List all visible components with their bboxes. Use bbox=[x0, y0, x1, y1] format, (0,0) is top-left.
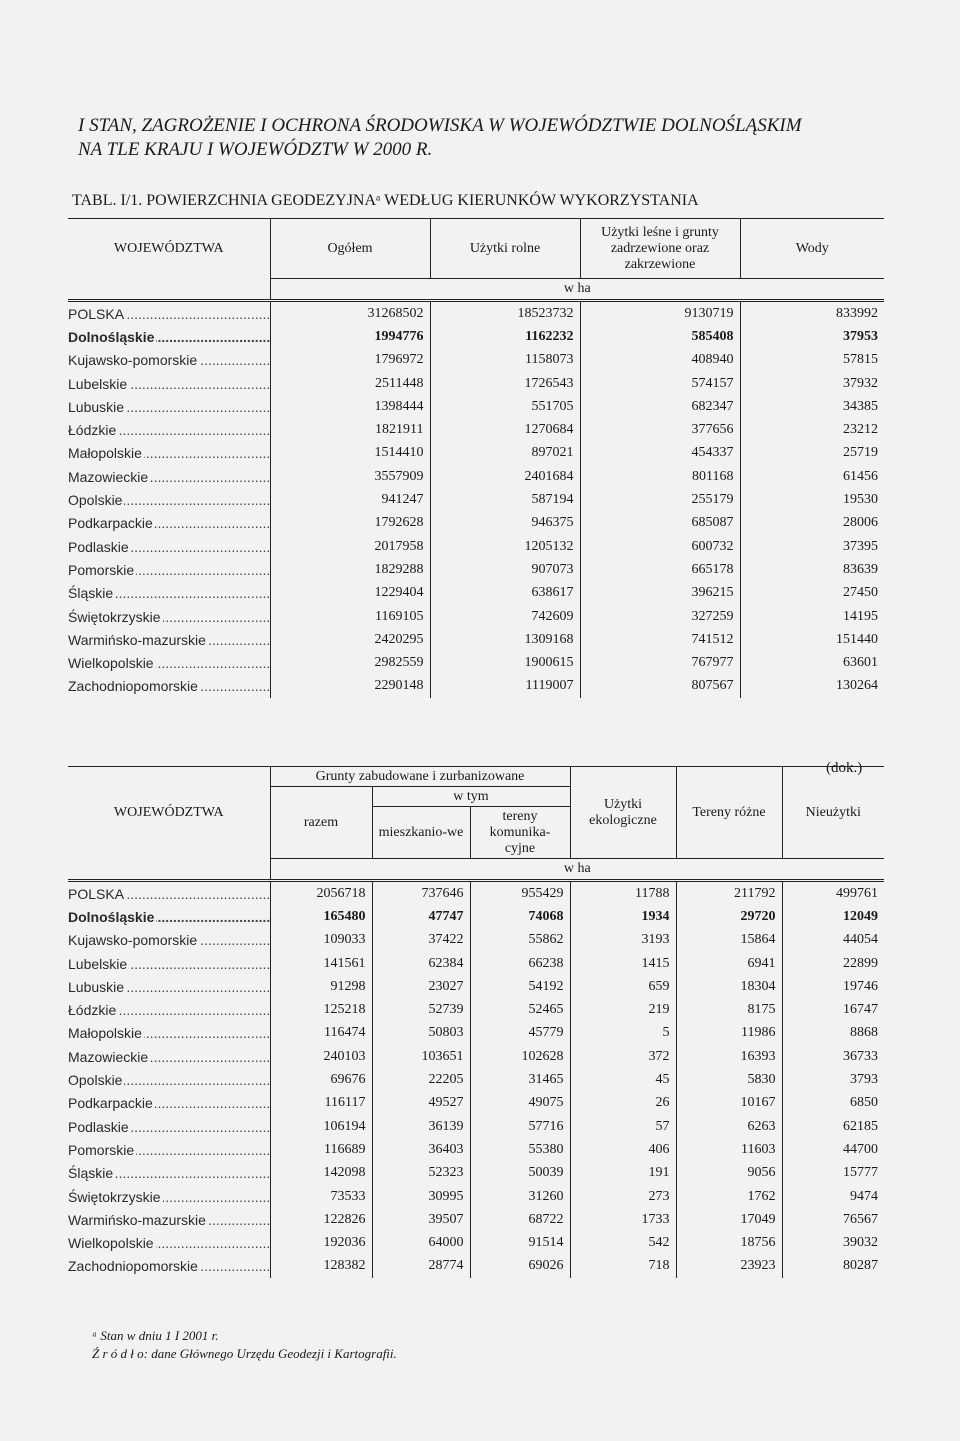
table-cell: 34385 bbox=[843, 398, 878, 414]
table-cell: 1762 bbox=[676, 1185, 782, 1208]
table-row bbox=[68, 418, 884, 441]
row-voivodeship-name: Mazowieckie ..... bbox=[68, 1045, 270, 1068]
table-cell: 74068 bbox=[470, 905, 570, 928]
table-row bbox=[68, 1068, 884, 1091]
table-row bbox=[68, 488, 884, 511]
table-row bbox=[68, 1092, 884, 1115]
table-cell: 1733 bbox=[570, 1208, 676, 1231]
table-cell: 57 bbox=[570, 1115, 676, 1138]
header2-tereny-rozne: Tereny różne bbox=[676, 767, 782, 859]
table-cell: 64000 bbox=[372, 1231, 470, 1254]
table-cell: 37395 bbox=[843, 538, 878, 554]
table-cell: 37422 bbox=[372, 929, 470, 952]
row-voivodeship-name: Opolskie ..... bbox=[68, 1068, 270, 1091]
row-voivodeship-name: Dolnośląskie ..... bbox=[68, 905, 270, 928]
table-cell: 767977 bbox=[580, 651, 740, 674]
land-use-table-part1 bbox=[68, 218, 884, 698]
row-voivodeship-name: POLSKA ..... bbox=[68, 301, 270, 326]
table-cell: 1934 bbox=[570, 905, 676, 928]
table-cell: 1994776 bbox=[270, 325, 430, 348]
table-cell: 1158073 bbox=[430, 349, 580, 372]
table-cell: 57815 bbox=[843, 352, 878, 368]
table-cell: 372 bbox=[570, 1045, 676, 1068]
table-cell: 103651 bbox=[372, 1045, 470, 1068]
row-voivodeship-name: Dolnośląskie ..... bbox=[68, 325, 270, 348]
table-row bbox=[68, 675, 884, 698]
unit2-label: w ha bbox=[270, 859, 884, 881]
table-title: TABL. I/1. POWIERZCHNIA GEODEZYJNAᵃ WEDŁUG KIERUNKÓW WYKORZYSTANIA bbox=[72, 192, 699, 209]
table-cell: 377656 bbox=[580, 418, 740, 441]
table-cell: 44054 bbox=[843, 932, 878, 948]
table-cell: 1119007 bbox=[430, 675, 580, 698]
row-voivodeship-name: Świętokrzyskie ..... bbox=[68, 605, 270, 628]
table-cell: 23923 bbox=[676, 1255, 782, 1278]
table-cell: 128382 bbox=[270, 1255, 372, 1278]
table-cell: 682347 bbox=[580, 395, 740, 418]
table-cell: 9056 bbox=[676, 1162, 782, 1185]
table-cell: 63601 bbox=[843, 655, 878, 671]
table-cell: 15777 bbox=[843, 1165, 878, 1181]
table-cell: 1309168 bbox=[430, 628, 580, 651]
table-cell: 499761 bbox=[836, 885, 878, 901]
row-voivodeship-name: Kujawsko-pomorskie ..... bbox=[68, 929, 270, 952]
header-uzytki-rolne: Użytki rolne bbox=[430, 219, 580, 279]
table-cell: 2290148 bbox=[270, 675, 430, 698]
row-voivodeship-name: POLSKA ..... bbox=[68, 881, 270, 906]
table-cell: 30995 bbox=[372, 1185, 470, 1208]
footnote-date: ᵃ Stan w dniu 1 I 2001 r. bbox=[92, 1328, 219, 1343]
table-cell: 833992 bbox=[836, 305, 878, 321]
table-cell: 18304 bbox=[676, 975, 782, 998]
header-wody: Wody bbox=[740, 219, 884, 279]
section-title-line1: I STAN, ZAGROŻENIE I OCHRONA ŚRODOWISKA W WOJEWÓDZTWIE DOLNOŚLĄSKIM bbox=[78, 115, 802, 136]
row-voivodeship-name: Podkarpackie ..... bbox=[68, 512, 270, 535]
row-voivodeship-name: Wielkopolskie ..... bbox=[68, 651, 270, 674]
table-cell: 47747 bbox=[372, 905, 470, 928]
table-cell: 45779 bbox=[470, 1022, 570, 1045]
table-cell: 2017958 bbox=[270, 535, 430, 558]
table-cell: 454337 bbox=[580, 442, 740, 465]
table-cell: 9474 bbox=[850, 1188, 878, 1204]
table-row bbox=[68, 1115, 884, 1138]
table-cell: 11986 bbox=[676, 1022, 782, 1045]
table-cell: 801168 bbox=[580, 465, 740, 488]
table-row bbox=[68, 442, 884, 465]
row-voivodeship-name: Małopolskie ..... bbox=[68, 442, 270, 465]
table-row bbox=[68, 349, 884, 372]
table-cell: 61456 bbox=[843, 468, 878, 484]
row-voivodeship-name: Zachodniopomorskie ..... bbox=[68, 675, 270, 698]
table-cell: 1829288 bbox=[270, 558, 430, 581]
table-cell: 741512 bbox=[580, 628, 740, 651]
table-cell: 897021 bbox=[430, 442, 580, 465]
unit-label: w ha bbox=[270, 279, 884, 301]
table-cell: 44700 bbox=[843, 1141, 878, 1157]
table-cell: 1792628 bbox=[270, 512, 430, 535]
row-voivodeship-name: Podkarpackie ..... bbox=[68, 1092, 270, 1115]
table-cell: 50803 bbox=[372, 1022, 470, 1045]
table-cell: 80287 bbox=[843, 1258, 878, 1274]
table-row bbox=[68, 1045, 884, 1068]
table-cell: 28006 bbox=[843, 515, 878, 531]
row-voivodeship-name: Warmińsko-mazurskie ..... bbox=[68, 628, 270, 651]
table-cell: 116474 bbox=[270, 1022, 372, 1045]
table-cell: 3193 bbox=[570, 929, 676, 952]
table-cell: 408940 bbox=[580, 349, 740, 372]
table-cell: 37932 bbox=[843, 375, 878, 391]
continuation-label: (dok.) bbox=[826, 760, 863, 776]
table-cell: 396215 bbox=[580, 582, 740, 605]
table-cell: 3793 bbox=[850, 1072, 878, 1088]
table-cell: 1162232 bbox=[430, 325, 580, 348]
table-cell: 8175 bbox=[676, 998, 782, 1021]
table-cell: 165480 bbox=[270, 905, 372, 928]
table-cell: 240103 bbox=[270, 1045, 372, 1068]
table-cell: 1726543 bbox=[430, 372, 580, 395]
table1-body bbox=[68, 301, 884, 699]
table-cell: 122826 bbox=[270, 1208, 372, 1231]
table-row bbox=[68, 1162, 884, 1185]
table-cell: 130264 bbox=[836, 678, 878, 694]
table2-body bbox=[68, 881, 884, 1279]
table-cell: 39507 bbox=[372, 1208, 470, 1231]
table-cell: 52465 bbox=[470, 998, 570, 1021]
table-cell: 23027 bbox=[372, 975, 470, 998]
table-cell: 2401684 bbox=[430, 465, 580, 488]
table-row bbox=[68, 628, 884, 651]
table-cell: 1270684 bbox=[430, 418, 580, 441]
table-row bbox=[68, 1185, 884, 1208]
table-cell: 6850 bbox=[850, 1095, 878, 1111]
header2-nieuzytki: Nieużytki bbox=[782, 767, 884, 859]
table-cell: 955429 bbox=[470, 881, 570, 906]
table-cell: 946375 bbox=[430, 512, 580, 535]
row-voivodeship-name: Opolskie ..... bbox=[68, 488, 270, 511]
table-row bbox=[68, 465, 884, 488]
table-row bbox=[68, 535, 884, 558]
table-cell: 2511448 bbox=[270, 372, 430, 395]
row-voivodeship-name: Wielkopolskie ..... bbox=[68, 1231, 270, 1254]
table-cell: 69026 bbox=[470, 1255, 570, 1278]
table-cell: 49527 bbox=[372, 1092, 470, 1115]
table-cell: 551705 bbox=[430, 395, 580, 418]
table-cell: 5 bbox=[570, 1022, 676, 1045]
table-cell: 39032 bbox=[843, 1235, 878, 1251]
table-row bbox=[68, 1208, 884, 1231]
table-cell: 191 bbox=[570, 1162, 676, 1185]
table-cell: 638617 bbox=[430, 582, 580, 605]
table-cell: 2982559 bbox=[270, 651, 430, 674]
table-cell: 18756 bbox=[676, 1231, 782, 1254]
table-row bbox=[68, 998, 884, 1021]
row-voivodeship-name: Pomorskie ..... bbox=[68, 558, 270, 581]
table-cell: 27450 bbox=[843, 585, 878, 601]
table-cell: 73533 bbox=[270, 1185, 372, 1208]
table-cell: 807567 bbox=[580, 675, 740, 698]
table-cell: 19746 bbox=[843, 978, 878, 994]
table-cell: 2420295 bbox=[270, 628, 430, 651]
table-cell: 2056718 bbox=[270, 881, 372, 906]
table-cell: 1900615 bbox=[430, 651, 580, 674]
table-cell: 585408 bbox=[580, 325, 740, 348]
table-cell: 55380 bbox=[470, 1138, 570, 1161]
table-cell: 116117 bbox=[270, 1092, 372, 1115]
table-cell: 18523732 bbox=[430, 301, 580, 326]
table-cell: 1229404 bbox=[270, 582, 430, 605]
table-cell: 54192 bbox=[470, 975, 570, 998]
table-cell: 62384 bbox=[372, 952, 470, 975]
row-voivodeship-name: Lubelskie ..... bbox=[68, 952, 270, 975]
section-title bbox=[78, 114, 908, 162]
table-cell: 587194 bbox=[430, 488, 580, 511]
table-cell: 5830 bbox=[676, 1068, 782, 1091]
table-cell: 29720 bbox=[676, 905, 782, 928]
table-cell: 574157 bbox=[580, 372, 740, 395]
row-voivodeship-name: Łódzkie ..... bbox=[68, 998, 270, 1021]
header2-razem: razem bbox=[270, 787, 372, 859]
table-cell: 11603 bbox=[676, 1138, 782, 1161]
table-row bbox=[68, 512, 884, 535]
table-cell: 23212 bbox=[843, 422, 878, 438]
table-row bbox=[68, 301, 884, 326]
table-cell: 9130719 bbox=[580, 301, 740, 326]
table-cell: 31465 bbox=[470, 1068, 570, 1091]
table-cell: 151440 bbox=[836, 631, 878, 647]
table-row bbox=[68, 929, 884, 952]
table-cell: 14195 bbox=[843, 608, 878, 624]
table-cell: 52323 bbox=[372, 1162, 470, 1185]
table-cell: 406 bbox=[570, 1138, 676, 1161]
footnote-source: Ź r ó d ł o: dane Głównego Urzędu Geodezji i Kartografii. bbox=[92, 1346, 397, 1361]
table-cell: 22205 bbox=[372, 1068, 470, 1091]
table-cell: 142098 bbox=[270, 1162, 372, 1185]
table-cell: 1821911 bbox=[270, 418, 430, 441]
table-cell: 600732 bbox=[580, 535, 740, 558]
table-row bbox=[68, 605, 884, 628]
header2-uzytki-eko: Użytki ekologiczne bbox=[570, 767, 676, 859]
table-cell: 718 bbox=[570, 1255, 676, 1278]
row-voivodeship-name: Świętokrzyskie ..... bbox=[68, 1185, 270, 1208]
table-cell: 19530 bbox=[843, 492, 878, 508]
table-row bbox=[68, 395, 884, 418]
row-voivodeship-name: Pomorskie ..... bbox=[68, 1138, 270, 1161]
table-cell: 45 bbox=[570, 1068, 676, 1091]
table-cell: 62185 bbox=[843, 1118, 878, 1134]
table-row bbox=[68, 1022, 884, 1045]
table-cell: 25719 bbox=[843, 445, 878, 461]
table-cell: 22899 bbox=[843, 955, 878, 971]
table-cell: 219 bbox=[570, 998, 676, 1021]
table-row bbox=[68, 558, 884, 581]
table-cell: 1796972 bbox=[270, 349, 430, 372]
row-voivodeship-name: Lubuskie ..... bbox=[68, 975, 270, 998]
row-voivodeship-name: Lubuskie ..... bbox=[68, 395, 270, 418]
table-row bbox=[68, 1138, 884, 1161]
header2-wojewodztwa: WOJEWÓDZTWA bbox=[68, 767, 270, 859]
header2-w-tym: w tym bbox=[372, 787, 570, 807]
row-voivodeship-name: Łódzkie ..... bbox=[68, 418, 270, 441]
table-row bbox=[68, 372, 884, 395]
table-cell: 116689 bbox=[270, 1138, 372, 1161]
table-row bbox=[68, 651, 884, 674]
header2-tereny-komunikacyjne: tereny komunika-cyjne bbox=[470, 807, 570, 859]
table-cell: 3557909 bbox=[270, 465, 430, 488]
row-voivodeship-name: Lubelskie ..... bbox=[68, 372, 270, 395]
row-voivodeship-name: Podlaskie ..... bbox=[68, 1115, 270, 1138]
table-row bbox=[68, 582, 884, 605]
table-cell: 102628 bbox=[470, 1045, 570, 1068]
table-row bbox=[68, 881, 884, 906]
row-voivodeship-name: Zachodniopomorskie ..... bbox=[68, 1255, 270, 1278]
table-cell: 659 bbox=[570, 975, 676, 998]
table-cell: 55862 bbox=[470, 929, 570, 952]
table-cell: 16393 bbox=[676, 1045, 782, 1068]
table-cell: 1514410 bbox=[270, 442, 430, 465]
table-cell: 109033 bbox=[270, 929, 372, 952]
table-cell: 742609 bbox=[430, 605, 580, 628]
table-cell: 106194 bbox=[270, 1115, 372, 1138]
row-voivodeship-name: Śląskie ..... bbox=[68, 582, 270, 605]
table-row bbox=[68, 905, 884, 928]
table-cell: 91298 bbox=[270, 975, 372, 998]
table-cell: 665178 bbox=[580, 558, 740, 581]
table-cell: 327259 bbox=[580, 605, 740, 628]
table-cell: 26 bbox=[570, 1092, 676, 1115]
table-cell: 31260 bbox=[470, 1185, 570, 1208]
table-cell: 36139 bbox=[372, 1115, 470, 1138]
table-cell: 1169105 bbox=[270, 605, 430, 628]
land-use-table-part2 bbox=[68, 766, 884, 1278]
table-cell: 76567 bbox=[843, 1211, 878, 1227]
table-cell: 1415 bbox=[570, 952, 676, 975]
header2-grunty: Grunty zabudowane i zurbanizowane bbox=[270, 767, 570, 787]
table-cell: 125218 bbox=[270, 998, 372, 1021]
table-cell: 57716 bbox=[470, 1115, 570, 1138]
table-cell: 52739 bbox=[372, 998, 470, 1021]
table-cell: 36733 bbox=[843, 1048, 878, 1064]
header-uzytki-lesne: Użytki leśne i grunty zadrzewione oraz zakrzewione bbox=[580, 219, 740, 279]
row-voivodeship-name: Podlaskie ..... bbox=[68, 535, 270, 558]
table-cell: 11788 bbox=[570, 881, 676, 906]
table-cell: 28774 bbox=[372, 1255, 470, 1278]
row-voivodeship-name: Mazowieckie ..... bbox=[68, 465, 270, 488]
row-voivodeship-name: Śląskie ..... bbox=[68, 1162, 270, 1185]
table-row bbox=[68, 325, 884, 348]
table-cell: 6263 bbox=[676, 1115, 782, 1138]
table-cell: 68722 bbox=[470, 1208, 570, 1231]
table-cell: 192036 bbox=[270, 1231, 372, 1254]
table-cell: 36403 bbox=[372, 1138, 470, 1161]
table-cell: 255179 bbox=[580, 488, 740, 511]
table-cell: 8868 bbox=[850, 1025, 878, 1041]
row-voivodeship-name: Warmińsko-mazurskie ..... bbox=[68, 1208, 270, 1231]
row-voivodeship-name: Małopolskie ..... bbox=[68, 1022, 270, 1045]
table-cell: 31268502 bbox=[270, 301, 430, 326]
table-cell: 83639 bbox=[843, 561, 878, 577]
table-cell: 141561 bbox=[270, 952, 372, 975]
table-cell: 12049 bbox=[843, 908, 878, 924]
header-ogolem: Ogółem bbox=[270, 219, 430, 279]
header-wojewodztwa: WOJEWÓDZTWA bbox=[68, 219, 270, 279]
table-cell: 17049 bbox=[676, 1208, 782, 1231]
table-cell: 737646 bbox=[372, 881, 470, 906]
table-cell: 49075 bbox=[470, 1092, 570, 1115]
table-cell: 69676 bbox=[270, 1068, 372, 1091]
table-row bbox=[68, 975, 884, 998]
section-title-line2: NA TLE KRAJU I WOJEWÓDZTW W 2000 R. bbox=[78, 139, 433, 160]
table-cell: 50039 bbox=[470, 1162, 570, 1185]
table-row bbox=[68, 952, 884, 975]
table-cell: 37953 bbox=[843, 328, 878, 344]
header2-mieszkaniowe: mieszkanio-we bbox=[372, 807, 470, 859]
row-voivodeship-name: Kujawsko-pomorskie ..... bbox=[68, 349, 270, 372]
table-row bbox=[68, 1255, 884, 1278]
table-cell: 10167 bbox=[676, 1092, 782, 1115]
table-cell: 907073 bbox=[430, 558, 580, 581]
table-cell: 273 bbox=[570, 1185, 676, 1208]
table-cell: 542 bbox=[570, 1231, 676, 1254]
table-row bbox=[68, 1231, 884, 1254]
table-cell: 211792 bbox=[676, 881, 782, 906]
table-cell: 941247 bbox=[270, 488, 430, 511]
table-cell: 685087 bbox=[580, 512, 740, 535]
table-cell: 6941 bbox=[676, 952, 782, 975]
table-cell: 66238 bbox=[470, 952, 570, 975]
table-cell: 15864 bbox=[676, 929, 782, 952]
table-cell: 1398444 bbox=[270, 395, 430, 418]
table-cell: 1205132 bbox=[430, 535, 580, 558]
table-cell: 16747 bbox=[843, 1002, 878, 1018]
table-cell: 91514 bbox=[470, 1231, 570, 1254]
